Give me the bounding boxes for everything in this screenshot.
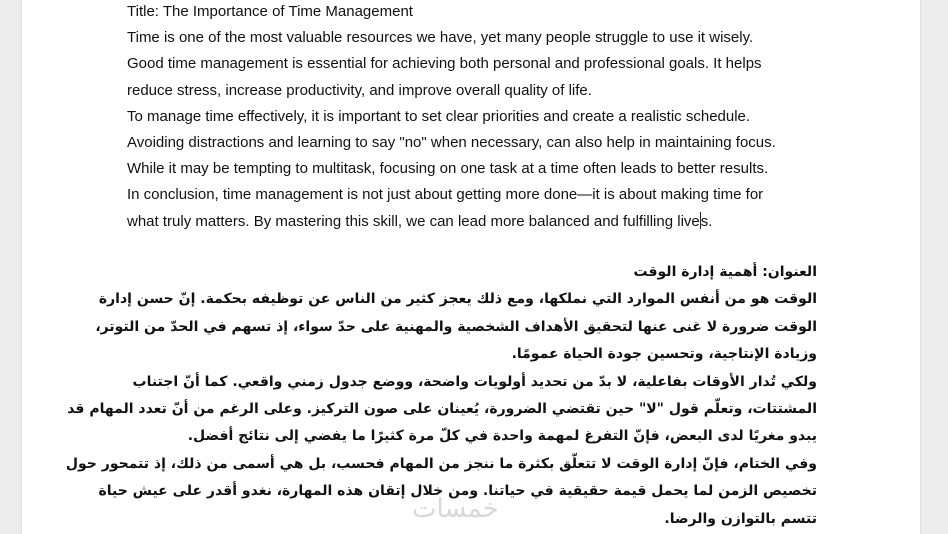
arabic-text-block [65,259,817,533]
arabic-title: العنوان: أهمية إدارة الوقت [633,264,817,280]
english-line: Good time management is essential for achieving both personal and professional goals. It helps [127,55,762,73]
english-line: In conclusion, time management is not just about getting more done—it is about making time for [127,186,764,204]
arabic-line: وزيادة الإنتاجية، وتحسين جودة الحياة عمومًا. [511,346,817,363]
english-line: Time is one of the most valuable resources we have, yet many people struggle to use it wisely. [127,29,754,47]
arabic-line: تخصيص الزمن لما يحمل قيمة حقيقية في حياتنا. ومن خلال إتقان هذه المهارة، نغدو أقدر على عيش حياة [98,483,817,500]
arabic-line: الوقت ضرورة لا غنى عنها لتحقيق الأهداف الشخصية والمهنية على حدّ سواء، إذ تسهم في الحدّ من التوتر، [95,318,817,335]
english-line: While it may be tempting to multitask, focusing on one task at a time often leads to better results. [127,160,769,178]
document-page [22,0,920,534]
english-line-text: s. [700,212,713,230]
arabic-line: تتسم بالتوازن والرضا. [664,510,817,527]
english-line: Avoiding distractions and learning to say "no" when necessary, can also help in maintaining focus. [127,134,776,152]
arabic-line: ولكي تُدار الأوقات بفاعلية، لا بدّ من تحديد أولويات واضحة، ووضع جدول زمني واقعي. كما أنّ اجتناب [132,373,817,390]
watermark-logo: خمسات [412,494,499,524]
arabic-line: الوقت هو من أنفس الموارد التي نملكها، ومع ذلك يعجز كثير من الناس عن توظيفه بحكمة. إنّ حسن إدارة [98,291,817,308]
english-line: To manage time effectively, it is important to set clear priorities and create a realistic schedule. [127,107,751,125]
arabic-line: المشتتات، وتعلّم قول "لا" حين تقتضي الضرورة، يُعينان على صون التركيز. وعلى الرغم من أنّ تعدد المهام قد [67,401,817,418]
english-line: reduce stress, increase productivity, and improve overall quality of life. [127,81,592,99]
english-line-text: what truly matters. By mastering this skill, we can lead more balanced and fulfilling live [127,212,700,230]
arabic-line: وفي الختام، فإنّ إدارة الوقت لا تتعلّق بكثرة ما ننجز من المهام فحسب، بل هي أسمى من ذلك، إذ تتمحور حول [65,455,817,472]
arabic-line: يبدو مغريًا لدى البعض، فإنّ التفرغ لمهمة واحدة في كلّ مرة كثيرًا ما يفضي إلى نتائج أفضل. [187,428,817,445]
english-title: Title: The Importance of Time Management [127,3,413,20]
english-text-block [127,0,827,235]
english-line-last [127,209,827,235]
